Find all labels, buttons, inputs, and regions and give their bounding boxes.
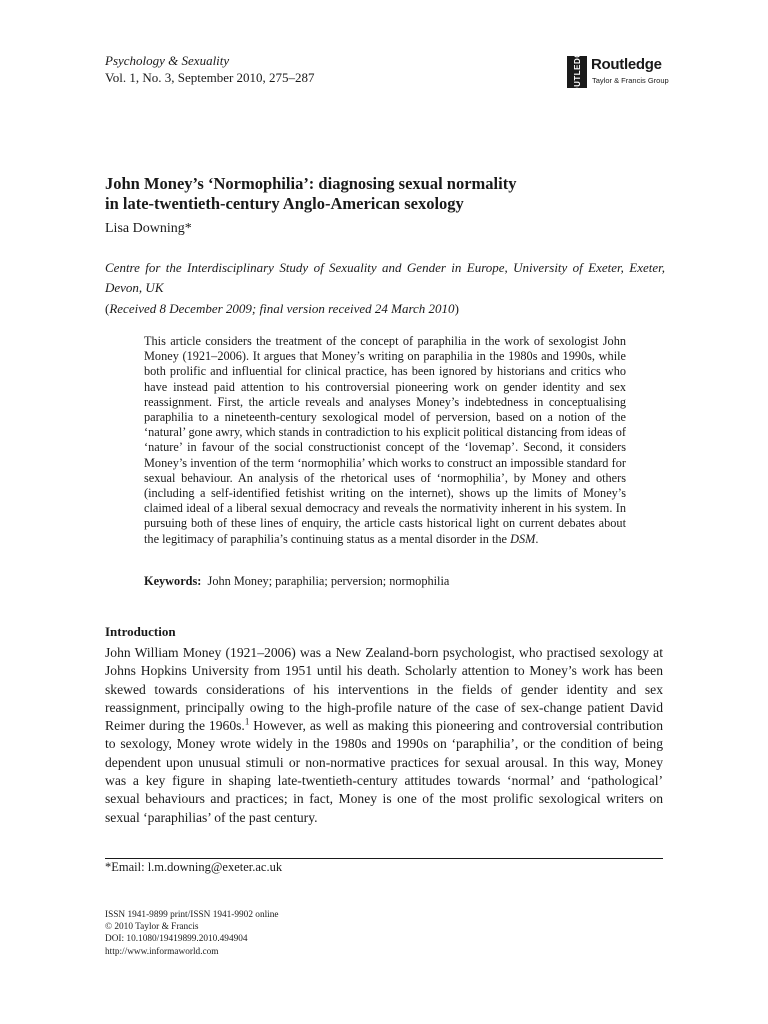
publisher-name: Routledge [591,56,662,73]
author-email-footnote: *Email: l.m.downing@exeter.ac.uk [105,860,283,874]
doi: DOI: 10.1080/19419899.2010.494904 [105,934,248,945]
received-dates-text: Received 8 December 2009; final version received 24 March 2010 [109,301,455,316]
footnote-ref-1: 1 [244,716,250,727]
keywords-label: Keywords: [144,574,202,588]
author-affiliation: Centre for the Interdisciplinary Study of Sexuality and Gender in Europe, University of Exeter, Exeter, Devon, UK [105,260,665,295]
routledge-logo-mark: ROUTLEDGE [567,56,587,88]
copyright: © 2010 Taylor & Francis [105,922,199,933]
dsm-term: DSM [510,531,536,546]
publisher-url: http://www.informaworld.com [105,946,219,957]
article-title-line-1: John Money’s ‘Normophilia’: diagnosing sexual normality [105,174,517,193]
introduction-paragraph: John William Money (1921–2006) was a New Zealand-born psychologist, who practised sexology at Johns Hopkins University from 1951 until his death. Scholarly attention to Money’s work has been skewed towards considerations of his interventions in the fields of gender identity and sex reassignment, principally owing to the high-profile nature of the case of sex-change patient David Reimer during the 1960s.$^1$ However, as well as making this pioneering and controversial contribution to sexology, Money wrote widely in the 1980s and 1990s on ‘paraphilia’, or the condition of being dependent upon unusual stimuli or non-normative practices for sexual arousal. In this way, Money was a key figure in shaping late-twentieth-century attitudes towards ‘normal’ and ‘pathological’ sexual behaviours and practices; in fact, Money is one of the most prolific sexological writers on sexual ‘paraphilias’ of the past century. [105,645,664,825]
issn: ISSN 1941-9899 print/ISSN 1941-9902 online [105,910,279,920]
abstract: This article considers the treatment of the concept of paraphilia in the work of sexologist John Money (1921–2006). It argues that Money’s writing on paraphilia in the 1980s and 1990s, while both prolific and influential for clinical practice, has been ignored by historians and critics who have instead paid attention to his controversial pioneering work on gender identity and sex reassignment. First, the article reveals and analyses Money’s indebtedness in conceptualising paraphilia to a nineteenth-century sexological model of perversion, based on a notion of the ‘natural’ gone awry, which stands in contradiction to his explicit political distancing from ideas of ‘nature’ in favour of the social constructionist concept of the ‘lovemap’. Second, it considers Money’s invention of the term ‘normophilia’ which works to construct an impossible standard for sexual behaviour. An analysis of the rhetorical uses of ‘normophilia’, by Money and others (including a self-identified fetishist writing on the internet), shows up the limits of Money’s claimed ideal of a liberal sexual democracy and reveals the normativity inherent in his system. In pursuing both of these lines of enquiry, the article casts historical light on current debates about the legitimacy of paraphilia’s continuing status as a mental disorder in the DSM. [144,334,626,546]
keywords [144,574,449,589]
keywords-list: John Money; paraphilia; perversion; normophilia [207,574,450,588]
received-dates: (Received 8 December 2009; final version received 24 March 2010) [105,301,459,316]
publisher-subtitle: Taylor & Francis Group [592,76,669,85]
article-title [105,174,665,214]
journal-volume-info: Vol. 1, No. 3, September 2010, 275–287 [105,70,315,85]
footnote-rule [105,858,663,859]
article-title-line-2: in late-twentieth-century Anglo-American sexology [105,194,464,213]
section-heading-introduction: Introduction [105,624,176,639]
publication-info [105,909,279,958]
article-author: Lisa Downing* [105,221,192,236]
journal-name: Psychology & Sexuality [105,53,230,68]
routledge-logo [567,44,677,100]
